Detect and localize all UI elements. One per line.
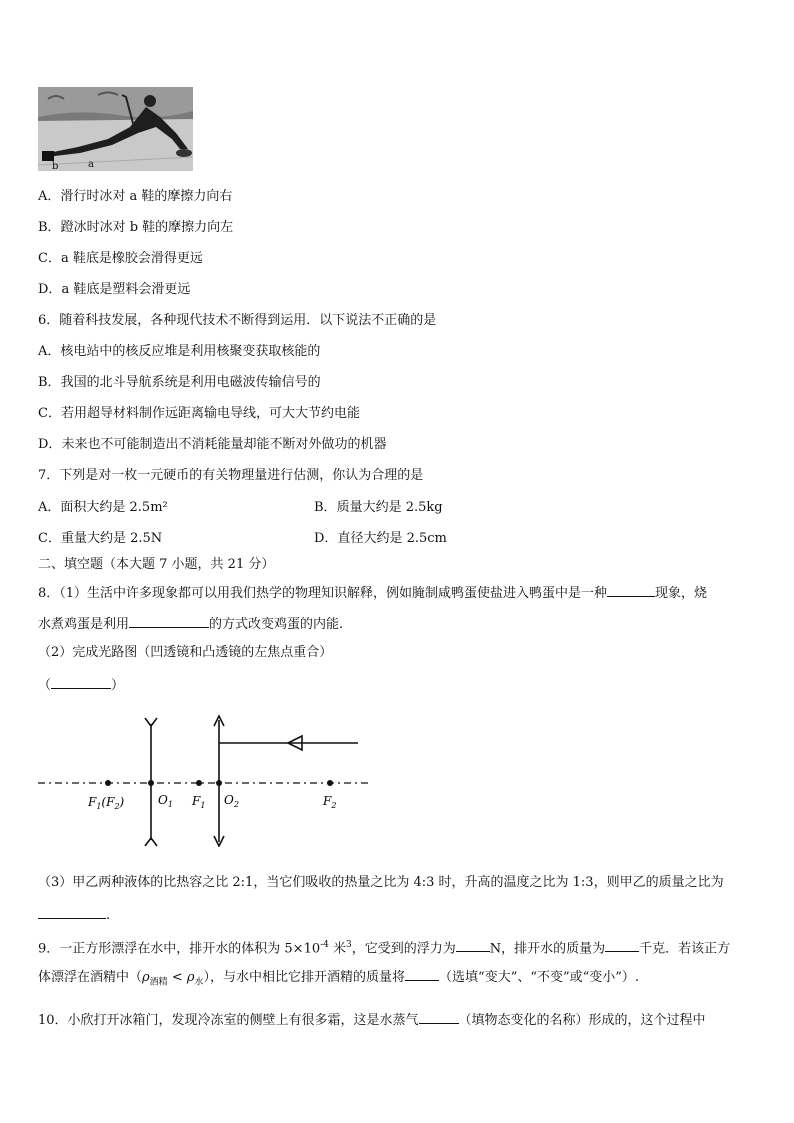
q6-option-b[interactable] <box>38 375 321 391</box>
q7-option-d[interactable] <box>314 531 447 547</box>
option-label: C． <box>38 531 61 546</box>
q10-text: 10．小欣打开冰箱门，发现冷冻室的侧壁上有很多霜，这是水蒸气 <box>38 1013 419 1028</box>
q8-part1-line2 <box>38 615 343 633</box>
q10-text: （填物态变化的名称）形成的，这个过程中 <box>458 1013 706 1028</box>
subscript: 酒精 <box>149 977 168 988</box>
option-text: 重量大约是 2.5N <box>60 531 163 546</box>
option-text: 直径大约是 2.5cm <box>337 531 447 546</box>
q9-text: （选填“变大”、“不变”或“变小”）. <box>439 970 640 985</box>
subscript: 水 <box>194 977 204 988</box>
q8-part2-answer <box>38 676 124 694</box>
q7-option-a[interactable] <box>38 500 168 516</box>
option-label: D． <box>38 437 62 452</box>
q7-option-c[interactable] <box>38 531 162 547</box>
q8-text: . <box>106 908 111 923</box>
paren-open: （ <box>38 678 52 693</box>
exponent: -4 <box>320 940 329 950</box>
q10-line1 <box>38 1011 706 1029</box>
option-label: C． <box>38 406 61 421</box>
answer-blank[interactable] <box>129 615 209 628</box>
paren-close: ） <box>111 678 125 693</box>
answer-blank[interactable] <box>419 1011 459 1024</box>
option-text: 蹬冰时冰对 b 鞋的摩擦力向左 <box>60 220 234 235</box>
label-f1f2: $F_1(F_2)$ <box>88 795 125 811</box>
optical-center-o2 <box>216 780 222 786</box>
q6-option-a[interactable] <box>38 344 320 360</box>
photo-label-a: a <box>88 159 94 170</box>
focus-point-f1 <box>196 780 202 786</box>
option-label: B． <box>38 375 61 390</box>
option-text: a 鞋底是橡胶会滑得更远 <box>60 251 203 266</box>
option-label: A． <box>38 344 61 359</box>
option-label: D． <box>314 531 338 546</box>
exponent: 3 <box>346 940 352 950</box>
option-label: B． <box>38 220 61 235</box>
q9-text: 体漂浮在酒精中（ <box>38 970 143 985</box>
answer-blank[interactable] <box>456 939 490 952</box>
q8-text: 现象，烧 <box>655 586 708 601</box>
q9-text: 米 <box>328 941 347 957</box>
option-label: A． <box>38 500 61 515</box>
q7-stem: 7．下列是对一枚一元硬币的有关物理量进行估测，你认为合理的是 <box>38 468 424 483</box>
option-label: B． <box>314 500 337 515</box>
answer-blank[interactable] <box>51 676 111 689</box>
q8-part3-line2 <box>38 906 110 924</box>
q5-option-a[interactable] <box>38 189 232 205</box>
q8-text: 的方式改变鸡蛋的内能. <box>209 617 344 632</box>
photo-label-b: b <box>52 161 59 171</box>
less-than: < <box>167 970 187 985</box>
option-text: a 鞋底是塑料会滑更远 <box>61 282 191 297</box>
label-f2: $F_2$ <box>323 794 337 810</box>
section-heading: 二、填空题（本大题 7 小题，共 21 分） <box>38 557 275 572</box>
option-label: D． <box>38 282 62 297</box>
q6-option-c[interactable] <box>38 406 360 422</box>
optical-center-o1 <box>148 780 154 786</box>
q8-part2: （2）完成光路图（凹透镜和凸透镜的左焦点重合） <box>38 645 333 660</box>
focus-point-f1f2 <box>105 780 111 786</box>
focus-point-f2 <box>327 780 333 786</box>
q9-text: 9．一正方形漂浮在水中，排开水的体积为 5×10 <box>38 941 321 957</box>
option-text: 滑行时冰对 a 鞋的摩擦力向右 <box>60 189 233 204</box>
option-text: 我国的北斗导航系统是利用电磁波传输信号的 <box>60 375 321 390</box>
rho-symbol: ρ <box>142 970 150 985</box>
q8-text: 8．（1）生活中许多现象都可以用我们热学的物理知识解释，例如腌制咸鸭蛋使盐进入鸭蛋中是一种 <box>38 586 608 601</box>
q5-option-d[interactable] <box>38 282 190 298</box>
q9-text: N，排开水的质量为 <box>489 941 606 957</box>
option-text: 若用超导材料制作远距离输电导线，可大大节约电能 <box>60 406 360 421</box>
q9-text: ），与水中相比它排开酒精的质量将 <box>203 970 406 985</box>
rho-symbol: ρ <box>186 970 195 985</box>
answer-blank[interactable] <box>607 584 655 597</box>
q9-text: ，它受到的浮力为 <box>351 941 456 957</box>
option-text: 质量大约是 2.5kg <box>336 500 443 515</box>
q5-option-c[interactable] <box>38 251 203 267</box>
q8-part1-line1 <box>38 584 707 602</box>
q9-text: 千克．若该正方 <box>639 941 731 957</box>
q8-part3-line1: （3）甲乙两种液体的比热容之比 2:1，当它们吸收的热量之比为 4:3 时，升高的温度之比为 1:3，则甲乙的质量之比为 <box>38 875 724 890</box>
skating-photo <box>38 87 193 171</box>
option-text: 未来也不可能制造出不消耗能量却能不断对外做功的机器 <box>61 437 387 452</box>
option-text: 面积大约是 2.5m² <box>60 500 168 515</box>
q7-option-b[interactable] <box>314 500 443 516</box>
q9-line1 <box>38 937 730 957</box>
label-f1: $F_1$ <box>192 794 206 810</box>
answer-blank[interactable] <box>605 939 639 952</box>
option-label: A． <box>38 189 61 204</box>
incident-ray <box>219 736 358 750</box>
option-label: C． <box>38 251 61 266</box>
q5-option-b[interactable] <box>38 220 233 236</box>
lens-diagram <box>36 712 376 847</box>
answer-blank[interactable] <box>405 968 439 981</box>
answer-blank[interactable] <box>38 906 106 919</box>
q8-text: 水煮鸡蛋是利用 <box>38 617 130 632</box>
label-o2: $O_2$ <box>224 793 239 809</box>
q9-line2 <box>38 968 639 991</box>
q6-option-d[interactable] <box>38 437 386 453</box>
label-o1: $O_1$ <box>158 793 173 809</box>
option-text: 核电站中的核反应堆是利用核聚变获取核能的 <box>60 344 321 359</box>
q6-stem: 6．随着科技发展，各种现代技术不断得到运用．以下说法不正确的是 <box>38 313 437 328</box>
